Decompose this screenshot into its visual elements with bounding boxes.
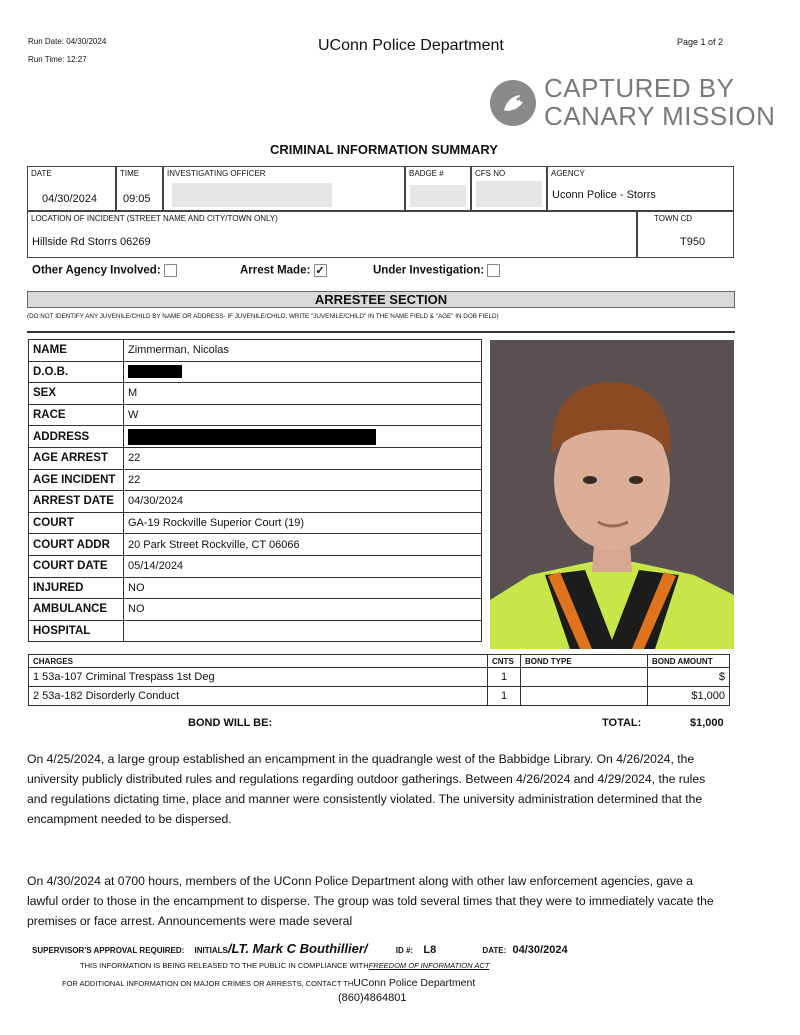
table-row: SEX M <box>29 383 482 405</box>
table-row: INJURED NO <box>29 577 482 599</box>
arrest-made-flag: Arrest Made: ✓ <box>240 264 325 277</box>
date-cell: DATE 04/30/2024 <box>27 166 116 211</box>
department-title: UConn Police Department <box>318 37 504 54</box>
incident-date: 04/30/2024 <box>42 193 98 205</box>
under-investigation-flag: Under Investigation: <box>373 264 500 277</box>
time-cell: TIME 09:05 <box>116 166 163 211</box>
table-row: AMBULANCE NO <box>29 599 482 621</box>
table-row: RACE W <box>29 404 482 426</box>
cfs-redacted <box>476 181 542 207</box>
narrative-paragraph-2: On 4/30/2024 at 0700 hours, members of the UConn Police Department along with other law enforcement agencies, gave a lawful order to those in the encampment to disperse. The group was told several times that they were to immediately vacate the premises or face arrest. Announcements were made several <box>27 874 714 928</box>
town-value: T950 <box>680 236 706 248</box>
badge-cell: BADGE # <box>405 166 471 211</box>
other-agency-checkbox[interactable] <box>164 264 177 277</box>
juvenile-notice: (DO NOT IDENTIFY ANY JUVENILE/CHILD BY NAME OR ADDRESS- IF JUVENILE/CHILD, WRITE "JUVENILE/CHILD" IN THE NAME FIELD & "AGE" IN DOB FIELD) <box>27 313 499 320</box>
badge-redacted <box>410 185 466 207</box>
table-row: AGE INCIDENT 22 <box>29 469 482 491</box>
total-value: $1,000 <box>690 717 724 729</box>
under-investigation-checkbox[interactable] <box>487 264 500 277</box>
page-number: Page 1 of 2 <box>677 37 724 47</box>
canary-logo-icon <box>490 80 536 126</box>
foi-line: THIS INFORMATION IS BEING RELEASED TO THE PUBLIC IN COMPLIANCE WITHFREEDOM OF INFORMATION ACT <box>80 961 490 970</box>
run-time: Run Time: 12:27 <box>28 55 87 64</box>
foi-act-link[interactable]: FREEDOM OF INFORMATION ACT <box>368 961 490 970</box>
cfs-cell: CFS NO <box>471 166 547 211</box>
table-row: NAME Zimmerman, Nicolas <box>29 340 482 362</box>
total-label: TOTAL: <box>602 717 642 729</box>
arrestee-section-title: ARRESTEE SECTION <box>27 291 735 308</box>
table-row: COURT ADDR 20 Park Street Rockville, CT 06066 <box>29 534 482 556</box>
name-value: Zimmerman, Nicolas <box>124 340 482 362</box>
agency-value: Uconn Police - Storrs <box>552 189 656 201</box>
table-row: HOSPITAL <box>29 620 482 642</box>
supervisor-initials: /LT. Mark C Bouthillier/ <box>227 941 368 956</box>
officer-redacted <box>172 183 332 207</box>
arrestee-table <box>28 339 482 642</box>
charges-header: CHARGES CNTS BOND TYPE BOND AMOUNT <box>29 655 730 668</box>
table-row: D.O.B. <box>29 361 482 383</box>
officer-cell: INVESTIGATING OFFICER <box>163 166 405 211</box>
contact-phone: (860)4864801 <box>338 992 407 1004</box>
agency-cell: AGENCY Uconn Police - Storrs <box>547 166 734 211</box>
section-divider <box>27 331 735 333</box>
table-row: AGE ARREST 22 <box>29 447 482 469</box>
dob-redacted <box>128 365 182 378</box>
table-row: 2 53a-182 Disorderly Conduct 1 $1,000 <box>29 687 730 706</box>
summary-title: CRIMINAL INFORMATION SUMMARY <box>270 142 498 157</box>
narrative-paragraph-1: On 4/25/2024, a large group established an encampment in the quadrangle west of the Babbidge Library. On 4/26/2024, the university publicly distributed rules and regulations regarding outdoor gatherings. Between 4/26/2024 and 4/29/2024, the rules and regulations dictating time, place and manner were consistently violated. The university administration determined that the encampment needed to be dispersed. <box>27 752 706 826</box>
location-cell: LOCATION OF INCIDENT (STREET NAME AND CITY/TOWN ONLY) Hillside Rd Storrs 06269 <box>27 211 637 258</box>
bond-will-be: BOND WILL BE: <box>188 717 273 729</box>
charges-table <box>28 654 730 706</box>
table-row: COURT DATE 05/14/2024 <box>29 555 482 577</box>
incident-time: 09:05 <box>123 193 151 205</box>
table-row: COURT GA-19 Rockville Superior Court (19) <box>29 512 482 534</box>
arrest-made-checkbox[interactable]: ✓ <box>315 265 325 277</box>
watermark-text: CAPTURED BY CANARY MISSION <box>544 73 776 131</box>
run-date: Run Date: 04/30/2024 <box>28 37 107 46</box>
table-row: 1 53a-107 Criminal Trespass 1st Deg 1 $ <box>29 668 730 687</box>
location-value: Hillside Rd Storrs 06269 <box>32 236 151 248</box>
other-agency-flag: Other Agency Involved: <box>32 264 177 277</box>
table-row: ARREST DATE 04/30/2024 <box>29 491 482 513</box>
contact-line: FOR ADDITIONAL INFORMATION ON MAJOR CRIMES OR ARRESTS, CONTACT THUConn Police Department <box>62 977 476 989</box>
address-redacted <box>128 429 376 445</box>
table-row: ADDRESS <box>29 426 482 448</box>
arrestee-photo <box>490 340 734 649</box>
town-cell: TOWN CD T950 <box>637 211 734 258</box>
supervisor-approval: SUPERVISOR'S APPROVAL REQUIRED: INITIALS/LT. Mark C Bouthillier/ ID #: L8 DATE: 04/30/2024 <box>32 941 568 956</box>
